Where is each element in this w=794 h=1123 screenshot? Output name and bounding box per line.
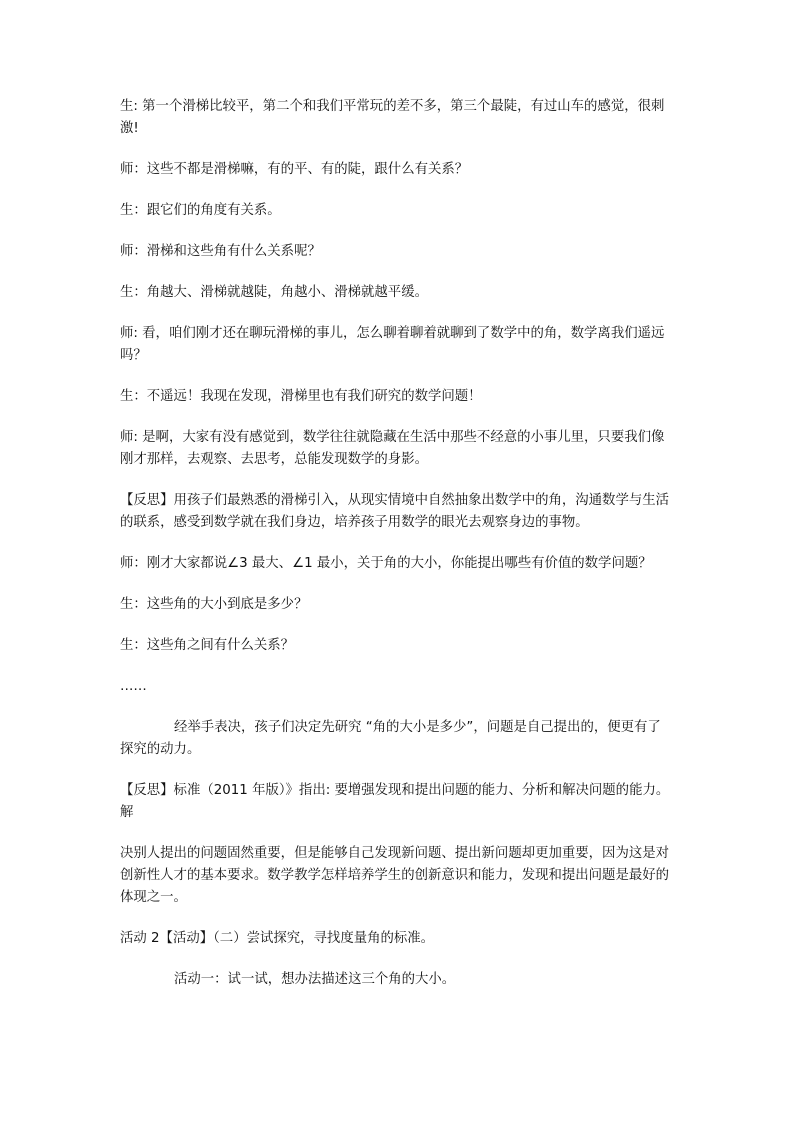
activity-2-heading: 活动 2【活动】（二）尝试探究，寻找度量角的标准。 xyxy=(120,931,435,946)
reflection-slide-intro: 【反思】用孩子们最熟悉的滑梯引入，从现实情境中自然抽象出数学中的角，沟通数学与生活的联系，感受到数学就在我们身边，培养孩子用数学的眼光去观察身边的事物。 xyxy=(120,493,670,530)
reflection-standard: 【反思】标准（2011 年版）》指出: 要增强发现和提出问题的能力、分析和解决问题的能力。解 xyxy=(120,783,670,820)
dialogue-student-angle-size: 生：这些角的大小到底是多少？ xyxy=(120,597,308,612)
dialogue-teacher-question-relation: 师：这些不都是滑梯嘛，有的平、有的陡，跟什么有关系？ xyxy=(120,162,469,177)
dialogue-student-angle: 生：跟它们的角度有关系。 xyxy=(120,203,281,218)
activity-one-instruction: 活动一：试一试，想办法描述这三个角的大小。 xyxy=(174,972,456,987)
dialogue-student-slides: 生: 第一个滑梯比较平，第二个和我们平常玩的差不多，第三个最陡，有过山车的感觉，很刺激! xyxy=(120,99,665,136)
vote-paragraph: 经举手表决，孩子们决定先研究 “角的大小是多少”，问题是自己提出的，便更有了探究的动力。 xyxy=(120,720,661,757)
dialogue-teacher-slide-angle: 师：滑梯和这些角有什么关系呢？ xyxy=(120,244,321,259)
dialogue-teacher-math-in-life: 师: 是啊，大家有没有感觉到，数学往往就隐藏在生活中那些不经意的小事儿里，只要我们像刚才那样，去观察、去思考，总能发现数学的身影。 xyxy=(120,430,665,467)
dialogue-teacher-angle-questions: 师：刚才大家都说∠3 最大、∠1 最小，关于角的大小，你能提出哪些有价值的数学问题？ xyxy=(120,556,652,571)
ellipsis: …… xyxy=(120,679,147,694)
reflection-standard-continued: 决别人提出的问题固然重要，但是能够自己发现新问题、提出新问题却更加重要，因为这是对创新性人才的基本要求。数学教学怎样培养学生的创新意识和能力，发现和提出问题是最好的体现之一。 xyxy=(120,846,670,905)
dialogue-student-angle-relation: 生：这些角之间有什么关系？ xyxy=(120,638,295,653)
dialogue-student-steepness: 生：角越大、滑梯就越陡，角越小、滑梯就越平缓。 xyxy=(120,285,428,300)
dialogue-teacher-math-distance: 师: 看，咱们刚才还在聊玩滑梯的事儿，怎么聊着聊着就聊到了数学中的角，数学离我们遥远吗？ xyxy=(120,326,665,363)
dialogue-student-not-far: 生：不遥远！我现在发现，滑梯里也有我们研究的数学问题！ xyxy=(120,389,482,404)
